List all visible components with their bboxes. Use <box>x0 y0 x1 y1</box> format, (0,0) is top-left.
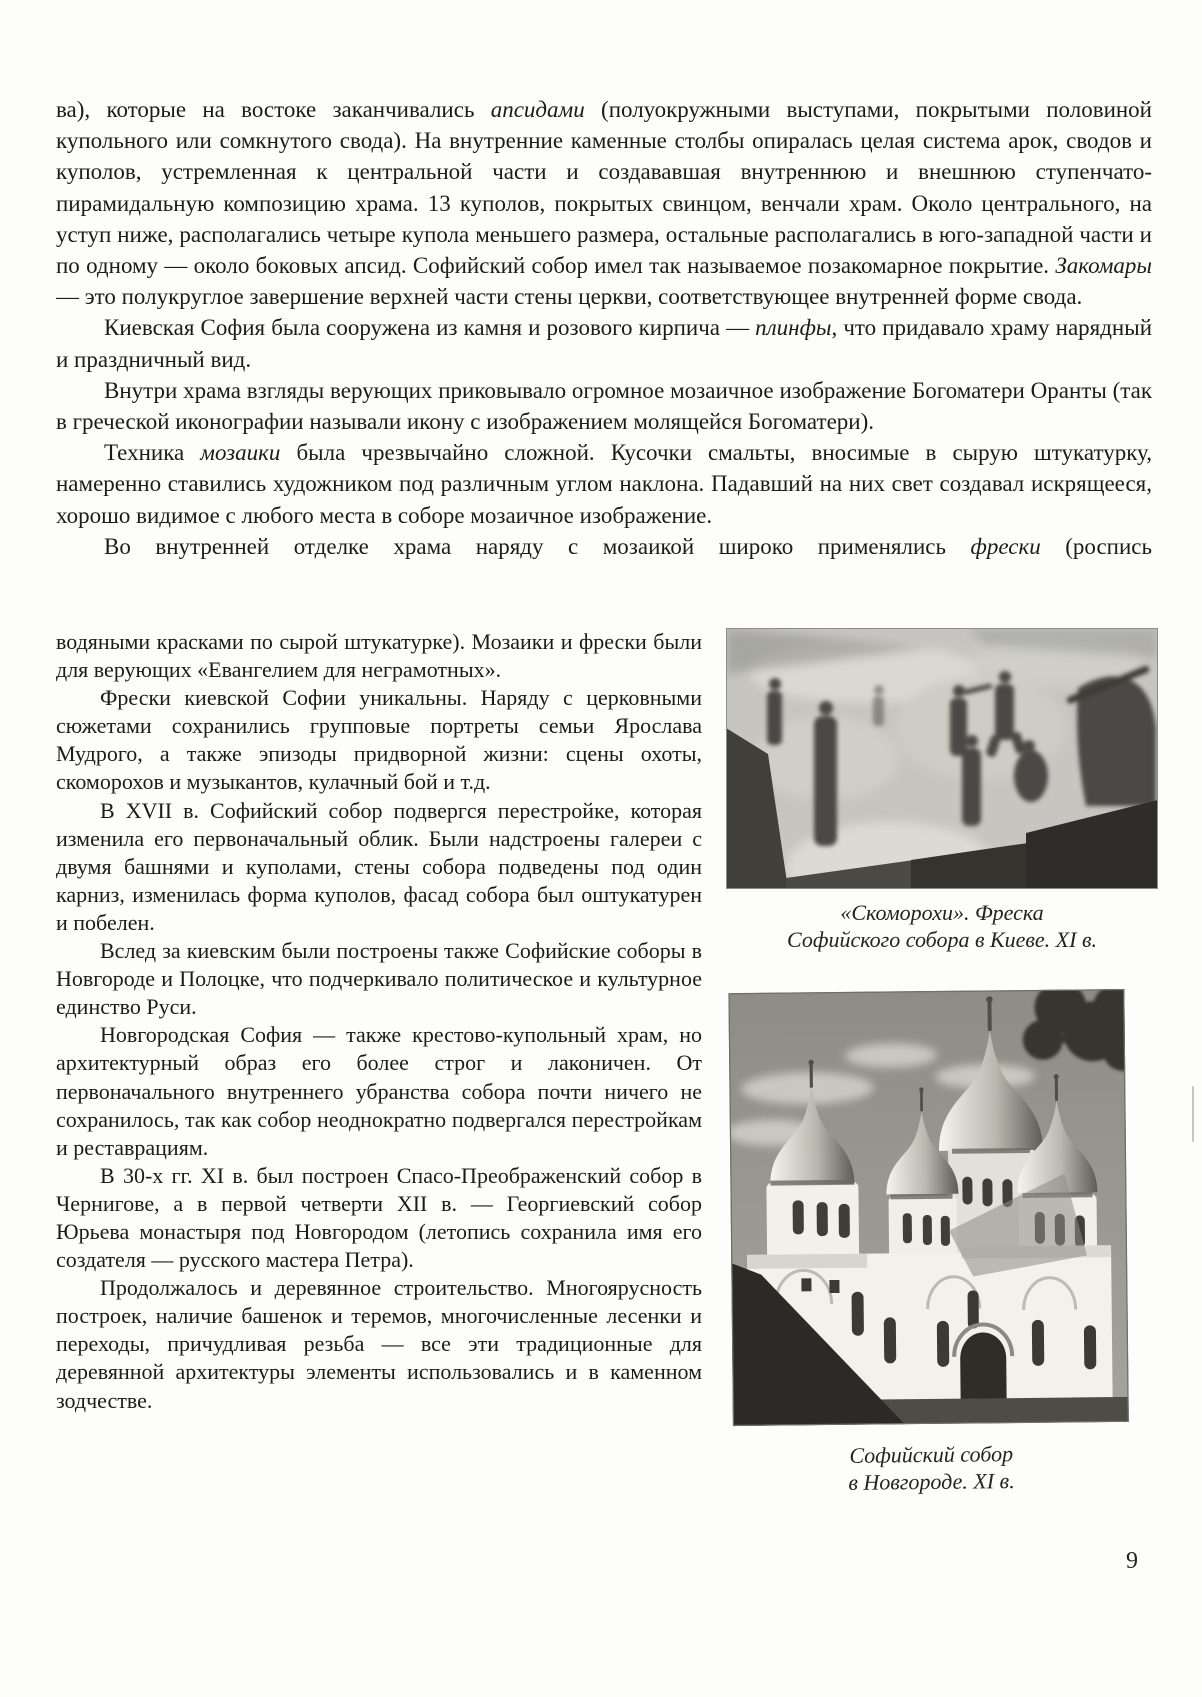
main-text-block <box>56 94 1152 630</box>
paragraph: Фрески киевской Софии уникальны. Наряду с церковными сюжетами сохранились групповые портреты семьи Ярослава Мудрого, а также эпизоды придворной жизни: сцены охоты, скоморохов и музыкантов, кулачный бой и т.д. <box>56 685 702 795</box>
paragraph: В 30-х гг. XI в. был построен Спасо-Преображенский собор в Чернигове, а в первой четверти XII в. — Георгиевский собор Юрьева монастыря под Новгородом (летопись сохранила имя его создателя — русского мастера Петра). <box>56 1162 702 1273</box>
caption-line: Софийского собора в Киеве. XI в. <box>787 927 1097 952</box>
paragraph: Новгородская София — также крестово-купольный храм, но архитектурный образ его более строг и лаконичен. От первоначального внутреннего убранства собора почти ничего не сохранилось, так как собор неоднократно подвергался перестройкам и реставрациям. <box>56 1022 702 1160</box>
cathedral-novgorod-photo <box>728 989 1129 1426</box>
portal-arch <box>960 1332 1007 1402</box>
figure-fresco <box>726 628 1158 953</box>
standing-figure <box>814 701 837 846</box>
paragraph: Во внутренней отделке храма наряду с мозаикой широко применялись фрески (роспись <box>104 533 1152 559</box>
caption-line: Софийский собор <box>849 1441 1014 1468</box>
figure-caption-fresco <box>726 899 1158 953</box>
paragraph: Продолжалось и деревянное строительство. Многоярусность построек, наличие башенок и теремов, многочисленные лесенки и переходы, причудливая резьба — все эти традиционные для деревянной архитектуры элементы использовались и в каменном зодчестве. <box>56 1275 702 1413</box>
caption-line: в Новгороде. XI в. <box>848 1468 1015 1495</box>
paragraph: Киевская София была сооружена из камня и розового кирпича — плинфы, что придавало храму нарядный и праздничный вид. <box>56 315 1152 372</box>
figure-column <box>726 628 1158 1495</box>
two-column-section <box>56 628 1158 1495</box>
figure-caption-cathedral <box>733 1439 1130 1497</box>
left-text-column <box>56 628 702 1415</box>
paragraph: водяными красками по сырой штукатурке). Мозаики и фрески были для верующих «Евангелием для неграмотных». <box>56 629 702 683</box>
paragraph: ва), которые на востоке заканчивались апсидами (полуокружными выступами, покрытыми половиной купольного или сомкнутого свода). На внутренние каменные столбы опиралась целая система арок, сводов и куполов, устремленная к центральной части и создававшая внутреннюю и внешнюю ступенчато-пирамидальную композицию храма. 13 куполов, покрытых свинцом, венчали храм. Около центрального, на уступ ниже, располагались четыре купола меньшего размера, остальные располагались в юго-западной части и по одному — около боковых апсид. Софийский собор имел так называемое позакомарное покрытие. Закомары — это полукруглое завершение верхней части стены церкви, соответствующее внутренней форме свода. <box>56 97 1152 310</box>
figure-cathedral <box>728 989 1129 1497</box>
faint-figure <box>873 685 884 726</box>
paragraph: Техника мозаики была чрезвычайно сложной. Кусочки смальты, вносимые в сырую штукатурку, намеренно ставились художником под различным углом наклона. Падавший на них свет создавал искрящееся, хорошо видимое с любого места в соборе мозаичное изображение. <box>56 440 1152 528</box>
fresco-skomorokhi-image <box>726 628 1158 889</box>
scan-artifact-line <box>1192 1086 1194 1142</box>
paragraph: В XVII в. Софийский собор подвергся перестройке, которая изменила его первоначальный облик. Были надстроены галереи с двумя башнями и куполами, стены собора подведены под один карниз, изменилась форма куполов, фасад собора был оштукатурен и побелен. <box>56 797 702 935</box>
caption-line: «Скоморохи». Фреска <box>840 900 1044 925</box>
page-number: 9 <box>1126 1548 1138 1574</box>
paragraph: Вслед за киевским были построены также Софийские соборы в Новгороде и Полоцке, что подчеркивало политическое и культурное единство Руси. <box>56 938 702 1020</box>
paragraph: Внутри храма взгляды верующих приковывало огромное мозаичное изображение Богоматери Оранты (так в греческой иконографии называли икону с изображением молящейся Богоматери). <box>56 377 1152 435</box>
